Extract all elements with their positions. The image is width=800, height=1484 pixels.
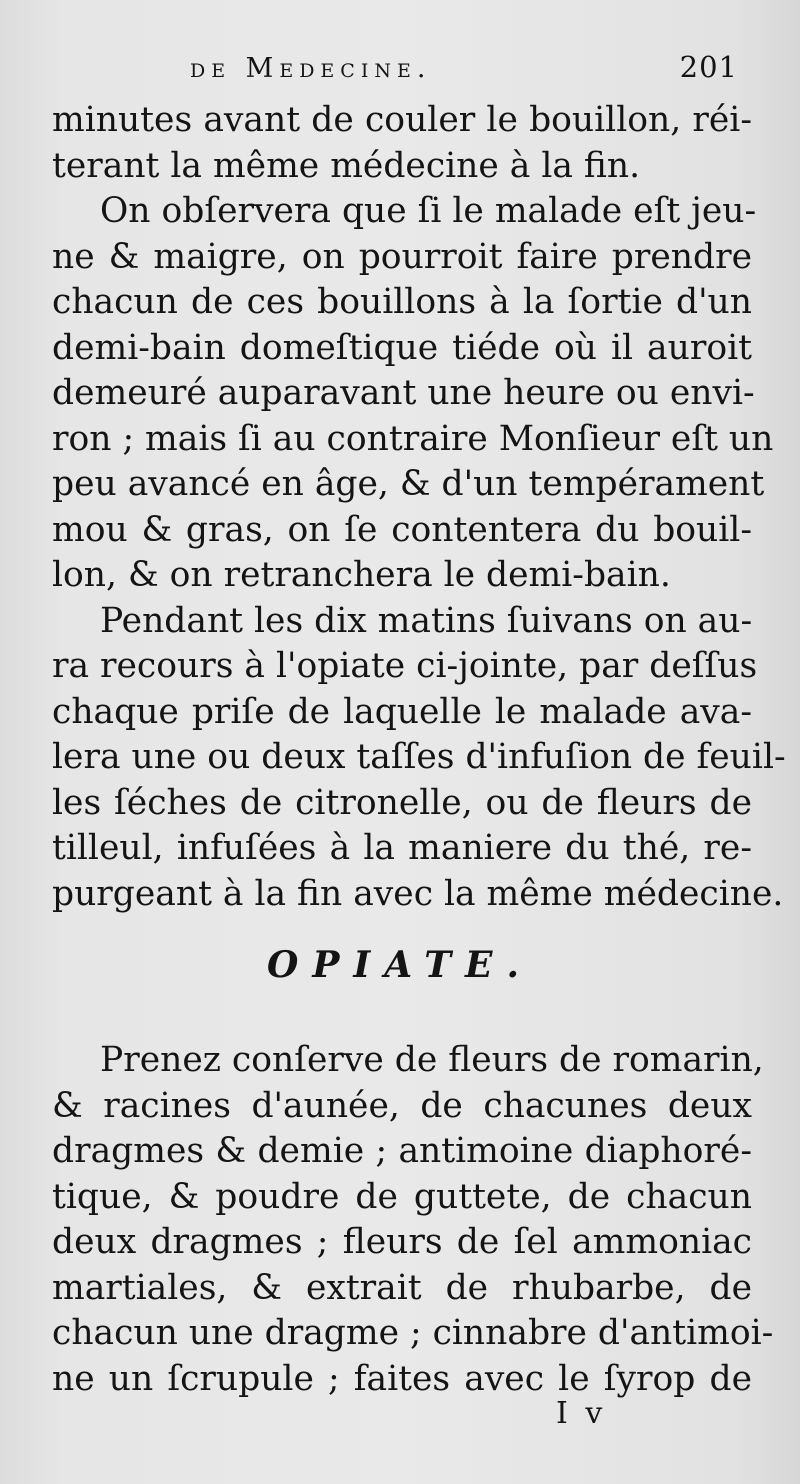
section-title: OPIATE.	[267, 944, 533, 986]
text-line: les ſéches de citronelle, ou de fleurs de	[52, 782, 752, 823]
text-line: minutes avant de couler le bouillon, réi-	[52, 100, 752, 140]
text-line: ne un ſcrupule ; faites avec le ſyrop de	[52, 1358, 752, 1399]
text-line: mou & gras, on ſe contentera du bouil-	[52, 509, 752, 550]
text-line: ra recours à l'opiate ci-jointe, par deſſus	[52, 646, 758, 686]
text-line: martiales, & extrait de rhubarbe, de	[52, 1267, 752, 1308]
running-title: de Medecine.	[190, 53, 432, 84]
text-line: ne & maigre, on pourroit faire prendre	[52, 236, 752, 277]
text-line: chaque priſe de laquelle le malade ava-	[52, 691, 752, 732]
text-line: chacun une dragme ; cinnabre d'antimoi-	[52, 1313, 774, 1353]
text-line: terant la même médecine à la fin.	[52, 145, 641, 186]
text-line: lon, & on retranchera le demi-bain.	[52, 555, 671, 595]
text-line: chacun de ces bouillons à la ſortie d'un	[52, 282, 752, 322]
text-line: lera une ou deux taſſes d'infuſion de feuil-	[52, 737, 786, 777]
text-line: demi-bain domeſtique tiéde où il auroit	[52, 327, 752, 368]
running-header	[190, 50, 738, 100]
text-line: On obſervera que ſi le malade eſt jeu-	[100, 191, 757, 231]
text-line: & racines d'aunée, de chacunes deux	[52, 1085, 752, 1126]
text-line: tique, & poudre de guttete, de chacun	[52, 1176, 752, 1217]
paragraph	[52, 599, 786, 918]
text-line: demeuré auparavant une heure ou envi-	[52, 373, 755, 413]
page-number: 201	[679, 50, 738, 84]
text-line: purgeant à la fin avec la même médecine.	[52, 873, 784, 914]
text-line: deux dragmes ; fleurs de ſel ammoniac	[52, 1222, 752, 1262]
signature-mark: I v	[556, 1396, 607, 1431]
text-line: dragmes & demie ; antimoine diaphoré-	[52, 1131, 752, 1171]
text-line: ron ; mais ſi au contraire Monſieur eſt un	[52, 418, 774, 459]
text-line: tilleul, infuſées à la maniere du thé, re-	[52, 828, 752, 868]
text-line: Pendant les dix matins ſuivans on au-	[100, 600, 753, 641]
recipe-text	[52, 1038, 774, 1402]
paragraph	[52, 98, 752, 189]
body-text	[52, 98, 786, 917]
paragraph	[52, 189, 774, 599]
text-line: Prenez conſerve de fleurs de romarin,	[100, 1040, 764, 1080]
text-line: peu avancé en âge, & d'un tempérament	[52, 464, 765, 504]
